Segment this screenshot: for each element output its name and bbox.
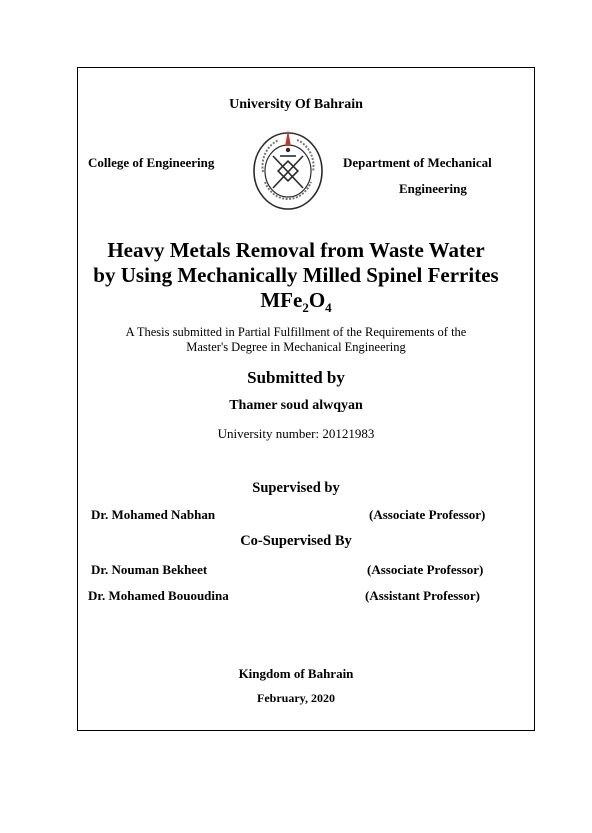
title-formula: $MFe_2O_4$ bbox=[260, 288, 332, 316]
university-name: University Of Bahrain bbox=[229, 97, 363, 112]
subtitle-line-2: Master's Degree in Mechanical Engineering bbox=[186, 340, 406, 354]
author-name: Thamer soud alwqyan bbox=[229, 398, 363, 413]
co-supervisor-1-rank: (Associate Professor) bbox=[367, 562, 484, 577]
subtitle-line-1: A Thesis submitted in Partial Fulfillment of the Requirements of the bbox=[125, 325, 467, 339]
department-line-2: Engineering bbox=[399, 181, 467, 196]
submitted-by-heading: Submitted by bbox=[247, 368, 345, 387]
country: Kingdom of Bahrain bbox=[238, 666, 354, 681]
co-supervisor-2-rank: (Assistant Professor) bbox=[365, 588, 480, 603]
co-supervised-by-heading: Co-Supervised By bbox=[240, 533, 352, 549]
title-line-1: Heavy Metals Removal from Waste Water bbox=[107, 238, 485, 262]
supervised-by-heading: Supervised by bbox=[252, 480, 340, 496]
university-of-bahrain-seal-icon bbox=[251, 126, 325, 212]
date: February, 2020 bbox=[257, 691, 335, 705]
college-name: College of Engineering bbox=[88, 155, 215, 170]
thesis-title bbox=[0, 238, 592, 320]
supervisor-rank: (Associate Professor) bbox=[369, 507, 486, 522]
title-line-2: by Using Mechanically Milled Spinel Ferrites bbox=[93, 263, 499, 287]
department-line-1: Department of Mechanical bbox=[343, 155, 492, 170]
co-supervisor-1-name: Dr. Nouman Bekheet bbox=[91, 562, 208, 577]
thesis-subtitle bbox=[0, 325, 592, 355]
university-number: University number: 20121983 bbox=[217, 426, 375, 441]
supervisor-name: Dr. Mohamed Nabhan bbox=[91, 507, 216, 522]
co-supervisor-2-name: Dr. Mohamed Bououdina bbox=[88, 588, 229, 603]
